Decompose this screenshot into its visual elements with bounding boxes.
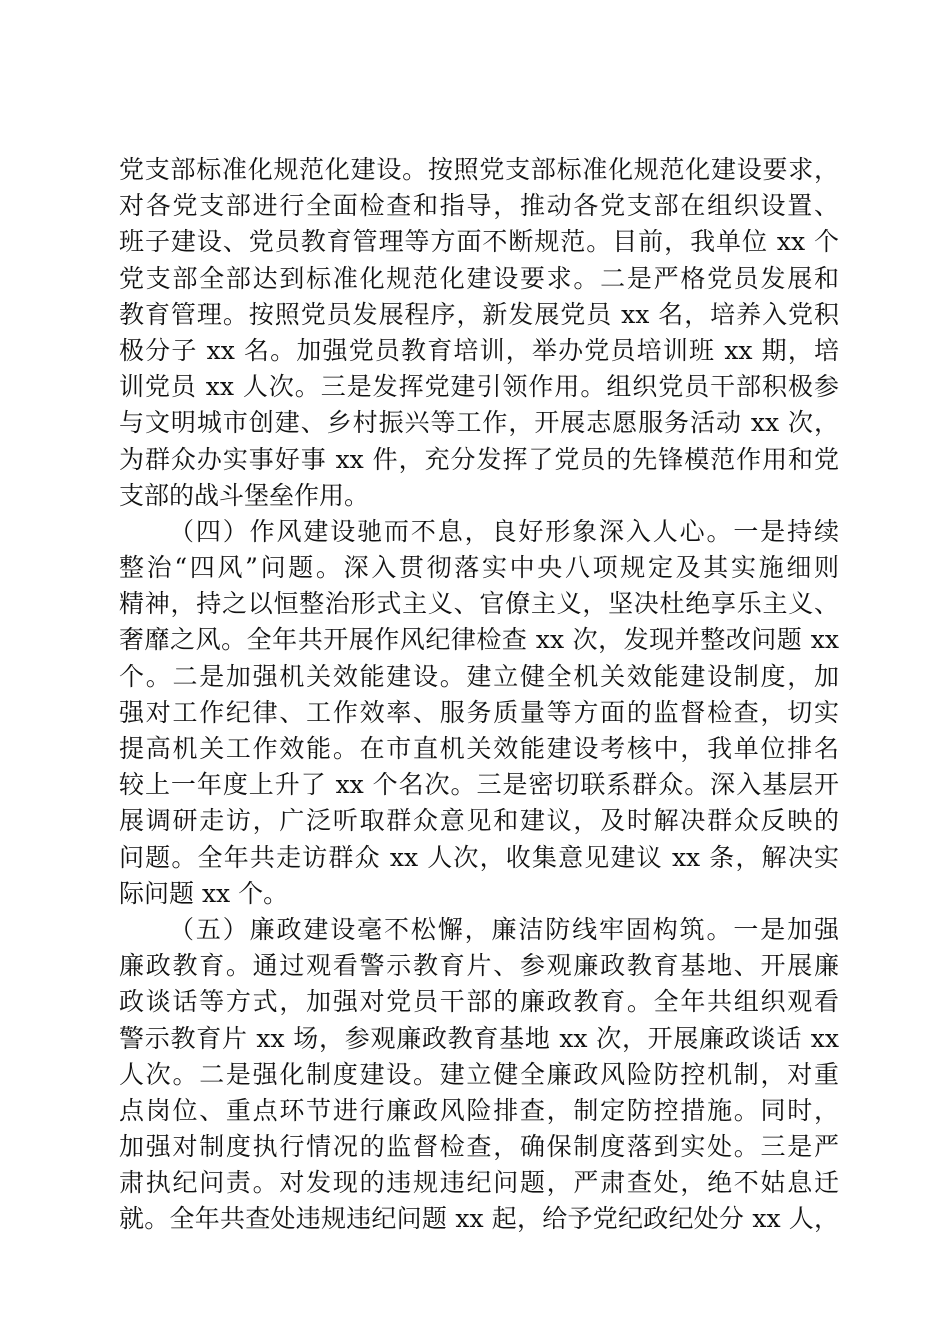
text-line: 人次。二是强化制度建设。建立健全廉政风险防控机制，对重: [119, 1059, 839, 1089]
text-line: 精神，持之以恒整治形式主义、官僚主义，坚决杜绝享乐主义、: [119, 589, 839, 619]
text-line: 个。二是加强机关效能建设。建立健全机关效能建设制度，加: [119, 661, 839, 691]
text-line: 加强对制度执行情况的监督检查，确保制度落到实处。三是严: [119, 1132, 839, 1162]
text-line: 教育管理。按照党员发展程序，新发展党员 xx 名，培养入党积: [119, 299, 839, 329]
text-line: 问题。全年共走访群众 xx 人次，收集意见建议 xx 条，解决实: [119, 842, 839, 872]
text-line: 提高机关工作效能。在市直机关效能建设考核中，我单位排名: [119, 734, 839, 763]
section-heading-line: （四）作风建设驰而不息，良好形象深入人心。一是持续: [169, 516, 839, 546]
text-line: 较上一年度上升了 xx 个名次。三是密切联系群众。深入基层开: [119, 770, 839, 800]
text-line: 际问题 xx 个。: [119, 878, 289, 908]
text-line: 对各党支部进行全面检查和指导，推动各党支部在组织设置、: [119, 191, 839, 221]
paragraph-party-branch: [119, 152, 839, 514]
text-line: 支部的战斗堡垒作用。: [119, 480, 370, 510]
text-line: 就。全年共查处违规违纪问题 xx 起，给予党纪政纪处分 xx 人，: [119, 1204, 839, 1234]
text-line: 警示教育片 xx 场，参观廉政教育基地 xx 次，开展廉政谈话 xx: [119, 1023, 839, 1053]
text-line: 党支部全部达到标准化规范化建设要求。二是严格党员发展和: [119, 263, 839, 293]
text-line: 展调研走访，广泛听取群众意见和建议，及时解决群众反映的: [119, 806, 839, 836]
text-line: 训党员 xx 人次。三是发挥党建引领作用。组织党员干部积极参: [119, 372, 839, 402]
text-line: 强对工作纪律、工作效率、服务质量等方面的监督检查，切实: [119, 697, 839, 727]
text-line: 整治“四风”问题。深入贯彻落实中央八项规定及其实施细则: [119, 553, 839, 583]
text-line: 为群众办实事好事 xx 件，充分发挥了党员的先锋模范作用和党: [119, 444, 839, 474]
text-line: 与文明城市创建、乡村振兴等工作，开展志愿服务活动 xx 次，: [119, 408, 839, 438]
paragraph-integrity: [119, 912, 839, 1238]
text-line: 政谈话等方式，加强对党员干部的廉政教育。全年共组织观看: [119, 987, 839, 1017]
section-heading-line: （五）廉政建设毫不松懈，廉洁防线牢固构筑。一是加强: [169, 914, 839, 944]
text-line: 奢靡之风。全年共开展作风纪律检查 xx 次，发现并整改问题 xx: [119, 625, 839, 655]
text-line: 极分子 xx 名。加强党员教育培训，举办党员培训班 xx 期，培: [119, 335, 839, 365]
text-line: 党支部标准化规范化建设。按照党支部标准化规范化建设要求，: [119, 155, 839, 184]
text-line: 点岗位、重点环节进行廉政风险排查，制定防控措施。同时，: [119, 1095, 839, 1125]
text-line: 班子建设、党员教育管理等方面不断规范。目前，我单位 xx 个: [119, 227, 839, 257]
text-line: 肃执纪问责。对发现的违规违纪问题，严肃查处，绝不姑息迁: [119, 1168, 839, 1198]
text-line: 廉政教育。通过观看警示教育片、参观廉政教育基地、开展廉: [119, 951, 839, 981]
document-body: [119, 152, 839, 1238]
paragraph-work-style: [119, 514, 839, 912]
